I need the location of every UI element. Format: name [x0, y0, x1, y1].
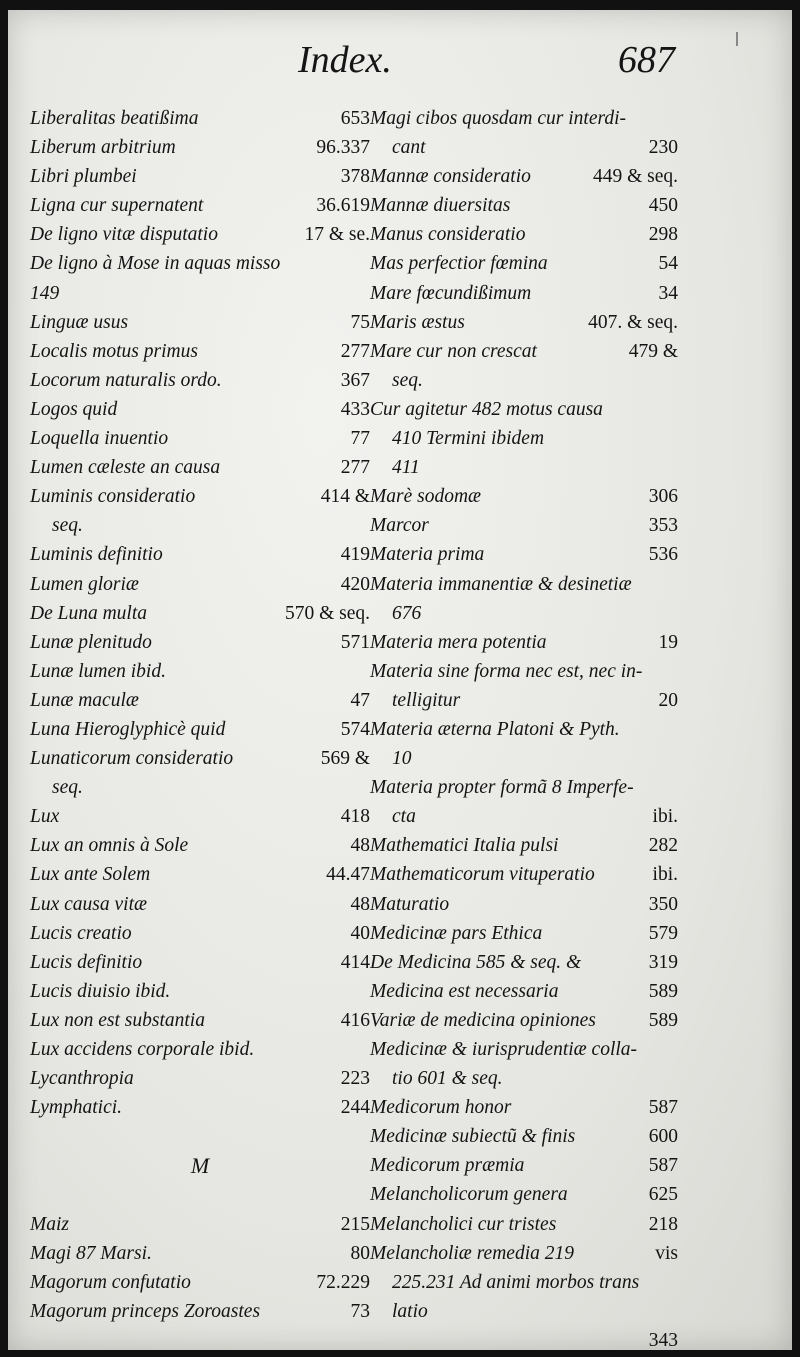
index-entry — [30, 540, 370, 569]
index-entry — [30, 133, 370, 162]
index-entry — [30, 1006, 370, 1035]
index-page-ref: 298 — [648, 224, 678, 246]
index-page-ref: vis — [655, 1242, 678, 1264]
index-term: Linguæ usus — [30, 311, 129, 333]
index-page-ref: 433 — [340, 398, 370, 420]
index-entry — [30, 628, 370, 657]
index-entry — [370, 424, 678, 453]
index-entry — [30, 977, 370, 1006]
index-entry — [30, 1122, 370, 1151]
index-page-ref: 600 — [648, 1126, 678, 1148]
index-term: Magorum princeps Zoroastes — [30, 1300, 261, 1322]
index-term: Melancholicorum genera — [370, 1184, 568, 1206]
index-entry — [370, 1326, 678, 1350]
index-entry — [370, 860, 678, 889]
index-entry — [30, 599, 370, 628]
index-page-ref: 350 — [648, 893, 678, 915]
index-entry — [30, 715, 370, 744]
index-entry — [370, 366, 678, 395]
index-page-ref: 75 — [350, 311, 370, 333]
index-entry — [30, 511, 370, 540]
index-entry — [370, 511, 678, 540]
index-entry — [30, 773, 370, 802]
index-page-ref: 625 — [648, 1184, 678, 1206]
index-entry — [30, 1210, 370, 1239]
index-page-ref: 48 — [350, 835, 370, 857]
index-term: Mare fœcundißimum — [370, 282, 532, 304]
index-term: Lumen gloriæ — [30, 573, 139, 595]
index-term: Magi cibos quosdam cur interdi- — [370, 108, 627, 129]
index-entry — [370, 249, 678, 278]
index-term: Logos quid — [30, 398, 118, 420]
index-entry — [370, 133, 678, 162]
index-term: Lumen cæleste an causa — [30, 457, 221, 479]
index-entry — [370, 977, 678, 1006]
index-term: Marè sodomæ — [370, 486, 482, 508]
index-page-ref: 420 — [340, 573, 370, 595]
index-page-ref: 570 & seq. — [284, 602, 370, 624]
index-entry — [370, 1210, 678, 1239]
index-page-ref: 306 — [648, 486, 678, 508]
index-term: Lycanthropia — [30, 1068, 134, 1090]
index-term: Liberum arbitrium — [30, 137, 176, 159]
section-letter-text: M — [190, 1153, 210, 1179]
index-entry — [30, 482, 370, 511]
index-term: Mare cur non crescat — [370, 340, 537, 362]
index-page-ref: 277 — [340, 340, 370, 362]
index-term: 149 — [30, 282, 60, 304]
index-term: 676 — [392, 602, 422, 624]
index-entry — [370, 104, 678, 133]
index-entry — [30, 919, 370, 948]
index-page-ref: ibi. — [652, 864, 678, 886]
index-term: Mathematicorum vituperatio — [370, 864, 595, 886]
index-entry — [30, 1297, 370, 1326]
index-term: Liberalitas beatißima — [30, 108, 199, 129]
index-entry — [30, 366, 370, 395]
index-entry — [30, 657, 370, 686]
index-entry — [30, 453, 370, 482]
index-term: De Medicina 585 & seq. & — [370, 951, 582, 973]
index-page-ref: 571 — [340, 631, 370, 653]
index-entry — [370, 686, 678, 715]
index-page-ref: 215 — [340, 1213, 370, 1235]
index-page-ref: 34 — [658, 282, 678, 304]
index-term: Lucis diuisio ibid. — [30, 980, 171, 1002]
index-entry — [370, 395, 678, 424]
index-entry — [30, 1180, 370, 1209]
index-entry — [30, 424, 370, 453]
index-term: Lux causa vitæ — [30, 893, 147, 915]
index-term: Lux an omnis à Sole — [30, 835, 189, 857]
index-page-ref: 48 — [350, 893, 370, 915]
index-page-ref: 589 — [648, 1009, 678, 1031]
index-entry — [30, 802, 370, 831]
index-entry — [30, 1035, 370, 1064]
index-page-ref: 574 — [340, 718, 370, 740]
index-page-ref: 479 & — [628, 340, 678, 362]
index-term: Lux accidens corporale ibid. — [30, 1039, 255, 1060]
index-entry — [370, 890, 678, 919]
index-entry — [370, 308, 678, 337]
section-letter — [30, 1151, 370, 1180]
index-entry — [30, 948, 370, 977]
index-term: seq. — [52, 777, 83, 799]
index-page-ref: 277 — [340, 457, 370, 479]
index-term: Mas perfectior fœmina — [370, 253, 548, 275]
index-term: Lunaticorum consideratio — [30, 748, 234, 770]
index-entry — [30, 104, 370, 133]
index-term: Maiz — [30, 1213, 69, 1235]
index-entry — [30, 860, 370, 889]
page-number: 687 — [618, 39, 675, 81]
index-page-ref: 343 — [648, 1329, 678, 1350]
index-term: Melancholici cur tristes — [370, 1213, 557, 1235]
index-page-ref: 73 — [350, 1300, 370, 1322]
index-entry — [30, 395, 370, 424]
index-term: Materia prima — [370, 544, 485, 566]
index-entry — [30, 308, 370, 337]
page-title: Index. — [298, 39, 392, 81]
index-page-ref: 80 — [350, 1242, 370, 1264]
index-page-ref: 96.337 — [316, 137, 370, 159]
index-term: Luminis consideratio — [30, 486, 196, 508]
index-page-ref: 579 — [648, 922, 678, 944]
index-page-ref: 230 — [648, 137, 678, 159]
index-term: Lucis creatio — [30, 922, 132, 944]
index-term: Localis motus primus — [30, 340, 198, 362]
index-page-ref: 47 — [350, 689, 370, 711]
page-mark — [736, 32, 738, 46]
index-entry — [30, 191, 370, 220]
index-term: Medicinæ & iurisprudentiæ colla- — [370, 1039, 638, 1060]
index-entry — [30, 1093, 370, 1122]
index-term: Mannæ consideratio — [370, 166, 531, 188]
index-term: 410 Termini ibidem — [392, 428, 545, 450]
index-page-ref: 419 — [340, 544, 370, 566]
index-entry — [30, 1064, 370, 1093]
index-term: Lunæ maculæ — [30, 689, 139, 711]
index-page-ref: 244 — [340, 1097, 370, 1119]
index-entry — [30, 220, 370, 249]
index-entry — [30, 1239, 370, 1268]
index-entry — [370, 279, 678, 308]
index-page-ref: 223 — [340, 1068, 370, 1090]
index-term: Lunæ lumen ibid. — [30, 660, 166, 682]
index-term: 10 — [392, 748, 412, 770]
index-entry — [30, 890, 370, 919]
index-page-ref: 414 & — [320, 486, 370, 508]
index-page-ref: ibi. — [652, 806, 678, 828]
index-term: Luna Hieroglyphicè quid — [30, 718, 226, 740]
index-term: Medicorum honor — [370, 1097, 512, 1119]
index-term: cta — [392, 806, 416, 828]
index-entry — [370, 1035, 678, 1064]
index-entry — [370, 599, 678, 628]
index-page-ref: 17 & se. — [304, 224, 370, 246]
index-entry — [30, 831, 370, 860]
index-page-ref: 378 — [340, 166, 370, 188]
index-term: Manus consideratio — [370, 224, 526, 246]
index-term: telligitur — [392, 689, 461, 711]
index-page-ref: 282 — [648, 835, 678, 857]
index-entry — [370, 1064, 678, 1093]
index-term: seq. — [52, 515, 83, 537]
index-page-ref: 319 — [648, 951, 678, 973]
index-entry — [370, 1006, 678, 1035]
index-entry — [370, 1093, 678, 1122]
index-term: Lux — [30, 806, 60, 828]
index-term: seq. — [392, 369, 423, 391]
index-term: tio 601 & seq. — [392, 1068, 503, 1090]
index-entry — [370, 715, 678, 744]
index-page-ref: 77 — [350, 428, 370, 450]
index-page-ref: 589 — [648, 980, 678, 1002]
index-entry — [370, 1297, 678, 1326]
index-term: Lunæ plenitudo — [30, 631, 152, 653]
index-term: Melancholiæ remedia 219 — [370, 1242, 574, 1264]
index-entry — [370, 162, 678, 191]
index-entry — [370, 337, 678, 366]
index-term: 225.231 Ad animi morbos trans — [392, 1271, 640, 1293]
index-page-ref: 653 — [340, 108, 370, 129]
index-entry — [370, 1180, 678, 1209]
index-term: Lux ante Solem — [30, 864, 151, 886]
index-term: Materia mera potentia — [370, 631, 547, 653]
index-entry — [370, 1122, 678, 1151]
index-entry — [370, 191, 678, 220]
index-entry — [30, 249, 370, 278]
index-term: Medicinæ pars Ethica — [370, 922, 543, 944]
index-entry — [370, 657, 678, 686]
index-term: Libri plumbei — [30, 166, 137, 188]
index-page-ref: 19 — [658, 631, 678, 653]
index-term: Materia sine forma nec est, nec in- — [370, 660, 643, 682]
index-term: Medicina est necessaria — [370, 980, 559, 1002]
index-entry — [370, 482, 678, 511]
index-term: Materia propter formã 8 Imperfe- — [370, 777, 634, 799]
right-index-column — [370, 104, 678, 1350]
index-page-ref: 40 — [350, 922, 370, 944]
index-entry — [370, 802, 678, 831]
index-term: De Luna multa — [30, 602, 147, 624]
index-page-ref: 44.47 — [326, 864, 370, 886]
index-term: Lucis definitio — [30, 951, 143, 973]
index-page-ref: 569 & — [320, 748, 370, 770]
index-page-ref: 416 — [340, 1009, 370, 1031]
index-term: Loquella inuentio — [30, 428, 169, 450]
index-term: Luminis definitio — [30, 544, 163, 566]
index-page-ref: 20 — [658, 689, 678, 711]
index-entry — [370, 744, 678, 773]
index-term: 411 — [392, 457, 420, 479]
index-term: Marcor — [370, 515, 429, 537]
index-term: Maris æstus — [370, 311, 465, 333]
index-page-ref: 414 — [340, 951, 370, 973]
index-page-ref: 418 — [340, 806, 370, 828]
index-entry — [370, 1268, 678, 1297]
index-entry — [30, 162, 370, 191]
index-term: Maturatio — [370, 893, 450, 915]
index-page-ref: 449 & seq. — [592, 166, 678, 188]
index-entry — [370, 453, 678, 482]
index-page-ref: 587 — [648, 1097, 678, 1119]
index-term: Materia immanentiæ & desinetiæ — [370, 573, 632, 595]
index-entry — [370, 540, 678, 569]
index-entry — [30, 686, 370, 715]
running-header — [8, 32, 792, 88]
index-term: Lymphatici. — [30, 1097, 123, 1119]
index-term: Lux non est substantia — [30, 1009, 205, 1031]
index-term: Mathematici Italia pulsi — [370, 835, 559, 857]
index-entry — [30, 570, 370, 599]
index-entry — [30, 1268, 370, 1297]
index-term: Ligna cur supernatent — [30, 195, 204, 217]
index-page-ref: 218 — [648, 1213, 678, 1235]
index-entry — [370, 948, 678, 977]
index-term: Mannæ diuersitas — [370, 195, 511, 217]
index-entry — [30, 279, 370, 308]
index-term: Materia æterna Platoni & Pyth. — [370, 718, 620, 740]
index-entry — [370, 220, 678, 249]
index-entry — [370, 1239, 678, 1268]
index-term: De ligno à Mose in aquas misso — [30, 253, 281, 275]
index-page-ref: 450 — [648, 195, 678, 217]
index-page-ref: 353 — [648, 515, 678, 537]
index-entry — [370, 831, 678, 860]
index-term: Medicinæ subiectũ & finis — [370, 1126, 576, 1148]
index-entry — [30, 337, 370, 366]
index-page-ref: 72.229 — [316, 1271, 370, 1293]
index-page-ref: 36.619 — [316, 195, 370, 217]
index-entry — [370, 570, 678, 599]
index-page-ref: 407. & seq. — [588, 311, 678, 333]
index-term: cant — [392, 137, 426, 159]
index-page-ref: 587 — [648, 1155, 678, 1177]
index-page — [8, 10, 792, 1350]
index-entry — [370, 773, 678, 802]
index-page-ref: 536 — [648, 544, 678, 566]
index-entry — [370, 628, 678, 657]
index-term: Magorum confutatio — [30, 1271, 191, 1293]
index-term: De ligno vitæ disputatio — [30, 224, 218, 246]
index-entry — [370, 1151, 678, 1180]
index-entry — [30, 744, 370, 773]
index-page-ref: 54 — [658, 253, 678, 275]
index-term: Variæ de medicina opiniones — [370, 1009, 596, 1031]
index-term: Locorum naturalis ordo. — [30, 369, 222, 391]
index-term: Cur agitetur 482 motus causa — [370, 398, 603, 420]
index-term: latio — [392, 1300, 428, 1322]
index-entry — [370, 919, 678, 948]
index-term: Medicorum præmia — [370, 1155, 525, 1177]
left-index-column — [30, 104, 370, 1326]
index-term: Magi 87 Marsi. — [30, 1242, 152, 1264]
index-page-ref: 367 — [340, 369, 370, 391]
